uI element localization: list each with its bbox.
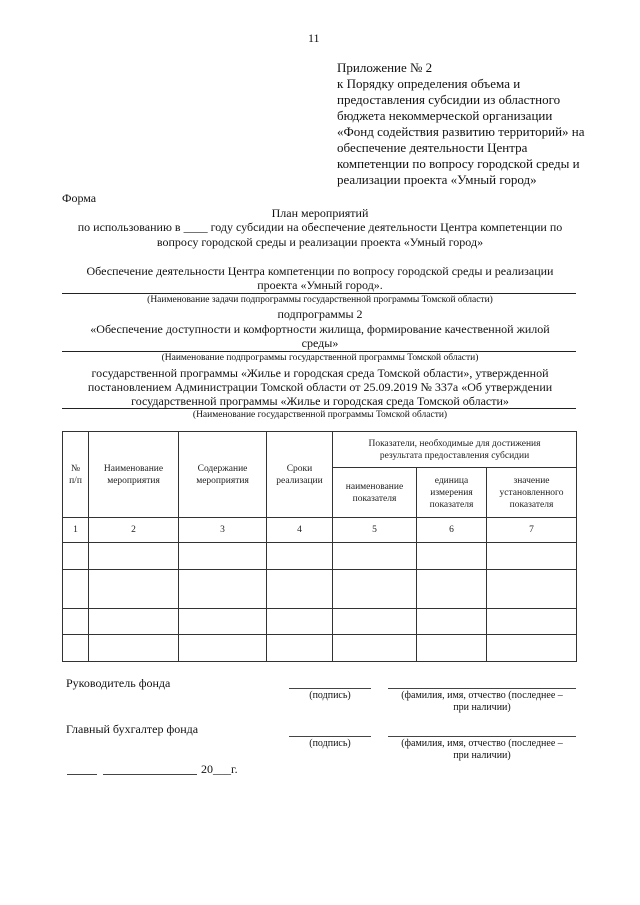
- accountant-name-caption: при наличии): [453, 750, 511, 761]
- table-cell: [487, 609, 577, 635]
- table-cell: [63, 635, 89, 662]
- task-caption: (Наименование задачи подпрограммы государственной программы Томской области): [147, 295, 493, 305]
- table-cell: [487, 635, 577, 662]
- table-cell: [89, 543, 179, 570]
- table-cell: [89, 570, 179, 609]
- events-table: [62, 431, 577, 662]
- header-indicator-unit: [417, 468, 487, 518]
- table-cell: [63, 609, 89, 635]
- date-day-line: [67, 774, 97, 775]
- head-label: Руководитель фонда: [66, 676, 171, 690]
- plan-title: План мероприятий: [271, 206, 369, 220]
- program-line: постановлением Администрации Томской области от 25.09.2019 № 337а «Об утверждении: [87, 380, 553, 394]
- column-number: 7: [487, 518, 577, 543]
- appendix-line: к Порядку определения объема и: [337, 76, 521, 91]
- accountant-name-line: [388, 736, 576, 737]
- table-cell: [89, 635, 179, 662]
- table-cell: [267, 609, 333, 635]
- head-signature-line: [289, 688, 371, 689]
- table-row: [63, 543, 577, 570]
- header-text: наименование: [345, 481, 404, 492]
- accountant-name-caption: (фамилия, имя, отчество (последнее –: [401, 738, 563, 749]
- table-cell: [179, 543, 267, 570]
- header-text: результата предоставления субсидии: [379, 450, 530, 461]
- table-cell: [333, 609, 417, 635]
- header-name: [89, 432, 179, 518]
- head-name-line: [388, 688, 576, 689]
- form-label: Форма: [62, 191, 97, 205]
- accountant-signature-line: [289, 736, 371, 737]
- table-cell: [417, 543, 487, 570]
- header-text: единица: [434, 475, 469, 486]
- head-name-caption: (фамилия, имя, отчество (последнее –: [401, 690, 563, 701]
- table-cell: [179, 570, 267, 609]
- table-cell: [179, 635, 267, 662]
- header-text: измерения: [430, 487, 473, 498]
- subprogram-line: среды»: [301, 336, 339, 350]
- header-text: Сроки: [286, 463, 313, 474]
- column-number: 6: [417, 518, 487, 543]
- appendix-line: реализации проекта «Умный город»: [337, 172, 537, 187]
- table-row: [63, 635, 577, 662]
- subprogram-label: подпрограммы 2: [277, 307, 363, 321]
- header-text: реализации: [276, 475, 323, 486]
- appendix-line: предоставления субсидии из областного: [337, 92, 561, 107]
- date-year: 20___г.: [201, 762, 238, 776]
- table-cell: [267, 543, 333, 570]
- header-text: Наименование: [103, 463, 164, 474]
- appendix-line: обеспечение деятельности Центра: [337, 140, 528, 155]
- header-text: показателя: [352, 493, 397, 504]
- program-line: государственной программы «Жилье и городская среда Томской области»: [131, 394, 509, 408]
- date-month-line: [103, 774, 197, 775]
- header-num: [63, 432, 89, 518]
- table-cell: [63, 543, 89, 570]
- page-number: 11: [308, 31, 320, 45]
- column-numbers-row: [63, 518, 577, 543]
- header-content: [179, 432, 267, 518]
- head-sign-caption: (подпись): [309, 690, 351, 701]
- column-number: 2: [89, 518, 179, 543]
- table-cell: [267, 635, 333, 662]
- appendix-title: Приложение № 2: [337, 60, 433, 75]
- table-cell: [417, 609, 487, 635]
- table-row: [63, 609, 577, 635]
- table-cell: [417, 570, 487, 609]
- appendix-block: [337, 60, 607, 188]
- table-cell: [333, 570, 417, 609]
- table-cell: [333, 635, 417, 662]
- header-indicator-value: [487, 468, 577, 518]
- header-text: мероприятия: [196, 475, 249, 486]
- header-text: Содержание: [197, 463, 248, 474]
- column-number: 4: [267, 518, 333, 543]
- header-text: показателя: [429, 499, 474, 510]
- header-text: показателя: [509, 499, 554, 510]
- header-text: мероприятия: [107, 475, 160, 486]
- table-cell: [333, 543, 417, 570]
- table-cell: [63, 570, 89, 609]
- header-text: установленного: [499, 487, 564, 498]
- table-cell: [267, 570, 333, 609]
- plan-subtitle-line: по использованию в ____ году субсидии на обеспечение деятельности Центра компетенции по: [77, 220, 563, 234]
- table-cell: [487, 570, 577, 609]
- appendix-line: компетенции по вопросу городской среды и: [337, 156, 580, 171]
- task-line: проекта «Умный город».: [257, 278, 383, 292]
- appendix-line: «Фонд содействия развитию территорий» на: [337, 124, 585, 139]
- head-name-caption: при наличии): [453, 702, 511, 713]
- column-number: 1: [63, 518, 89, 543]
- program-caption: (Наименование государственной программы Томской области): [192, 410, 448, 420]
- subprogram-caption: (Наименование подпрограммы государственной программы Томской области): [161, 353, 479, 363]
- accountant-label: Главный бухгалтер фонда: [66, 722, 199, 736]
- table-cell: [179, 609, 267, 635]
- program-line: государственной программы «Жилье и городская среда Томской области», утвержденной: [91, 366, 549, 380]
- column-number: 3: [179, 518, 267, 543]
- table-cell: [89, 609, 179, 635]
- column-number: 5: [333, 518, 417, 543]
- header-indicators: [333, 432, 577, 468]
- task-line: Обеспечение деятельности Центра компетенции по вопросу городской среды и реализации: [86, 264, 554, 278]
- table-row: [63, 570, 577, 609]
- header-text: значение: [513, 475, 550, 486]
- table-cell: [417, 635, 487, 662]
- header-text: №: [70, 463, 81, 474]
- header-text: п/п: [69, 475, 82, 486]
- table-cell: [487, 543, 577, 570]
- appendix-line: бюджета некоммерческой организации: [337, 108, 553, 123]
- header-indicator-name: [333, 468, 417, 518]
- plan-subtitle-line: вопросу городской среды и реализации проекта «Умный город»: [156, 235, 484, 249]
- header-text: Показатели, необходимые для достижения: [368, 438, 541, 449]
- accountant-sign-caption: (подпись): [309, 738, 351, 749]
- header-terms: [267, 432, 333, 518]
- subprogram-line: «Обеспечение доступности и комфортности жилища, формирование качественной жилой: [90, 322, 550, 336]
